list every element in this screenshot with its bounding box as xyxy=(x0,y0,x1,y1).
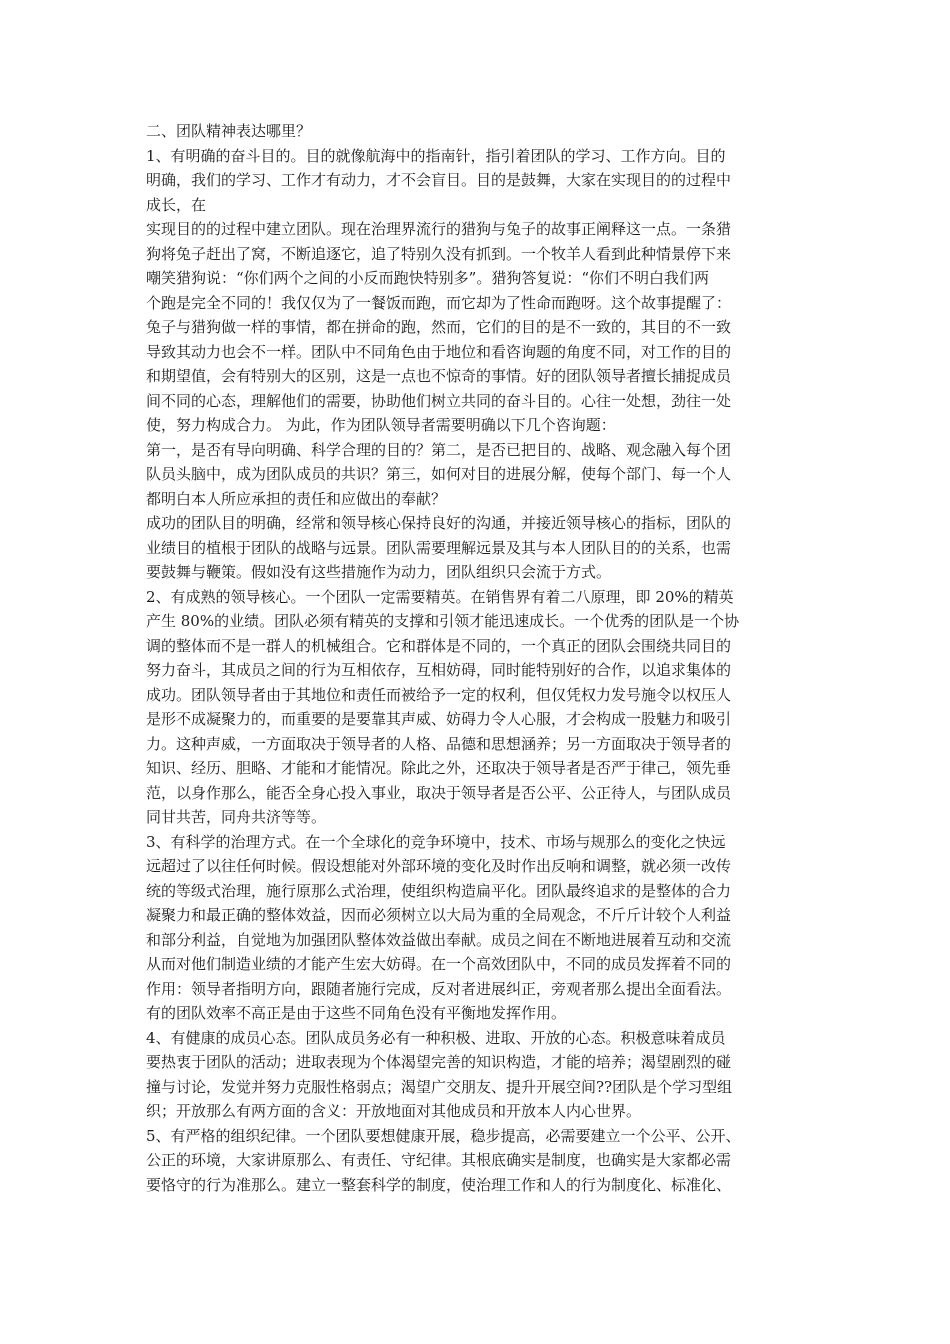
text-line: 二、团队精神表达哪里？ xyxy=(146,122,312,140)
document-body xyxy=(146,119,816,1222)
text-line: 都明白本人所应承担的责任和应做出的奉献？ xyxy=(146,489,447,508)
text-line: 兔子与猎狗做一样的事情，都在拼命的跑，然而，它们的目的是不一致的，其目的不一致 xyxy=(146,318,732,336)
text-line: 实现目的的过程中建立团队。现在治理界流行的猎狗与兔子的故事正阐释这一点。一条猎 xyxy=(146,220,732,238)
text-line: 5、有严格的组织纪律。一个团队要想健康开展，稳步提高，必需要建立一个公平、公开、 xyxy=(146,1126,741,1145)
text-line: 范，以身作那么，能否全身心投入事业，取决于领导者是否公平、公正待人，与团队成员 xyxy=(146,783,732,802)
text-line: 导致其动力也会不一样。团队中不同角色由于地位和看咨询题的角度不同，对工作的目的 xyxy=(146,342,732,361)
text-line: 织；开放那么有两方面的含义：开放地面对其他成员和开放本人内心世界。 xyxy=(146,1102,642,1120)
text-line: 知识、经历、胆略、才能和才能情况。除此之外，还取决于领导者是否严于律己，领先垂 xyxy=(146,759,732,777)
text-line: 有的团队效率不高正是由于这些不同角色没有平衡地发挥作用。 xyxy=(146,1004,567,1022)
text-line: 第一，是否有导向明确、科学合理的目的？第二，是否已把目的、战略、观念融入每个团 xyxy=(146,440,732,459)
text-line: 凝聚力和最正确的整体效益，因而必须树立以大局为重的全局观念，不斤斤计较个人利益 xyxy=(146,906,732,924)
text-line: 力。这种声威，一方面取决于领导者的人格、品德和思想涵养；另一方面取决于领导者的 xyxy=(146,734,732,753)
text-line: 产生 80%的业绩。团队必须有精英的支撑和引领才能迅速成长。一个优秀的团队是一个协 xyxy=(146,612,740,630)
text-line: 努力奋斗，其成员之间的行为互相依存，互相妨碍，同时能特别好的合作，以追求集体的 xyxy=(146,661,732,679)
text-line: 使，努力构成合力。 为此，作为团队领导者需要明确以下几个咨询题： xyxy=(146,416,616,434)
text-line: 调的整体而不是一群人的机械组合。它和群体是不同的，一个真正的团队会围绕共同目的 xyxy=(146,636,732,655)
text-line: 成功的团队目的明确，经常和领导核心保持良好的沟通，并接近领导核心的指标，团队的 xyxy=(146,514,732,532)
text-line: 作用：领导者指明方向，跟随者施行完成，反对者进展纠正，旁观者那么提出全面看法。 xyxy=(146,979,732,998)
text-line: 个跑是完全不同的！我仅仅为了一餐饭而跑，而它却为了性命而跑呀。这个故事提醒了： xyxy=(146,293,732,312)
text-line: 要鼓舞与鞭策。假如没有这些措施作为动力，团队组织只会流于方式。 xyxy=(146,563,612,581)
text-line: 明确，我们的学习、工作才有动力，才不会盲目。目的是鼓舞，大家在实现目的的过程中 xyxy=(146,171,732,189)
text-line: 是形不成凝聚力的，而重要的是要靠其声威、妨碍力令人心服，才会构成一股魅力和吸引 xyxy=(146,710,732,728)
text-line: 公正的环境，大家讲原那么、有责任、守纪律。其根底确实是制度，也确实是大家都必需 xyxy=(146,1151,732,1169)
text-line: 统的等级式治理，施行原那么式治理，使组织构造扁平化。团队最终追求的是整体的合力 xyxy=(146,881,732,900)
text-line: 从而对他们制造业绩的才能产生宏大妨碍。在一个高效团队中，不同的成员发挥着不同的 xyxy=(146,955,732,973)
text-line: 成长，在 xyxy=(146,195,207,214)
text-line: 1、有明确的奋斗目的。目的就像航海中的指南针，指引着团队的学习、工作方向。目的 xyxy=(146,146,726,165)
text-line: 3、有科学的治理方式。在一个全球化的竞争环境中，技术、市场与规那么的变化之快远 xyxy=(146,832,726,851)
text-line: 同甘共苦，同舟共济等等。 xyxy=(146,808,327,826)
text-line: 业绩目的植根于团队的战略与远景。团队需要理解远景及其与本人团队目的的关系，也需 xyxy=(146,538,732,557)
text-line: 要热衷于团队的活动；进取表现为个体渴望完善的知识构造，才能的培养；渴望剧烈的碰 xyxy=(146,1053,732,1071)
text-line: 成功。团队领导者由于其地位和责任而被给予一定的权利，但仅凭权力发号施令以权压人 xyxy=(146,685,732,704)
text-line: 和部分利益，自觉地为加强团队整体效益做出奉献。成员之间在不断地进展着互动和交流 xyxy=(146,930,732,949)
text-line xyxy=(146,1197,816,1222)
text-line: 队员头脑中，成为团队成员的共识？第三，如何对目的进展分解，使每个部门、每一个人 xyxy=(146,465,732,483)
text-line: 间不同的心态，理解他们的需要，协助他们树立共同的奋斗目的。心往一处想，劲往一处 xyxy=(146,391,732,410)
text-line: 远超过了以往任何时候。假设想能对外部环境的变化及时作出反响和调整，就必须一改传 xyxy=(146,857,732,875)
text-line: 要恪守的行为准那么。建立一整套科学的制度，使治理工作和人的行为制度化、标准化、 xyxy=(146,1175,732,1194)
text-line: 2、有成熟的领导核心。一个团队一定需要精英。在销售界有着二八原理，即 20%的精英 xyxy=(146,587,734,606)
text-line: 和期望值，会有特别大的区别，这是一点也不惊奇的事情。好的团队领导者擅长捕捉成员 xyxy=(146,367,732,385)
text-line: 嘲笑猎狗说：“你们两个之间的小反而跑快特别多”。猎狗答复说：“你们不明白我们两 xyxy=(146,269,710,287)
text-line: 撞与讨论，发觉并努力克服性格弱点；渴望广交朋友、提升开展空间??团队是个学习型组 xyxy=(146,1077,733,1096)
text-line: 狗将兔子赶出了窝，不断追逐它，追了特别久没有抓到。一个牧羊人看到此种情景停下来 xyxy=(146,244,732,263)
text-line: 4、有健康的成员心态。团队成员务必有一种积极、进取、开放的心态。积极意味着成员 xyxy=(146,1028,726,1047)
